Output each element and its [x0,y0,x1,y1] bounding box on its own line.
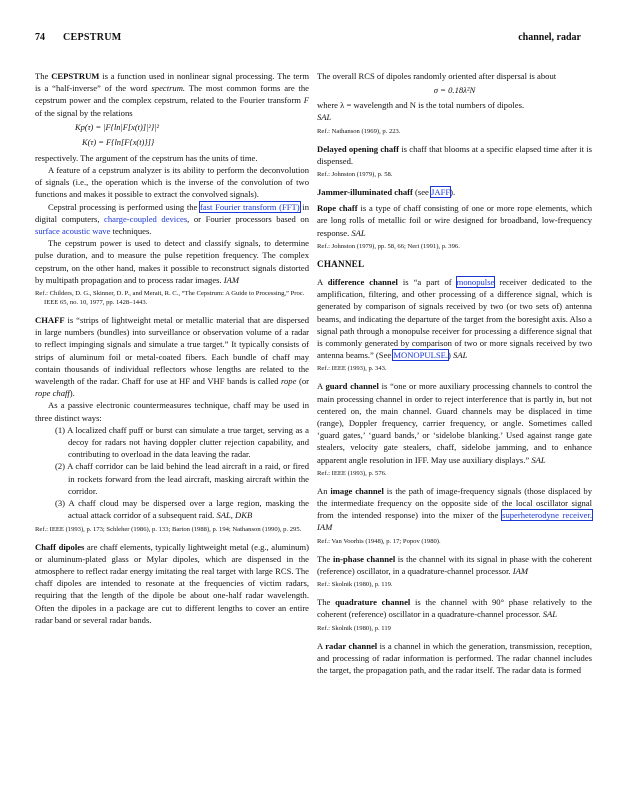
chaff-paragraph: As a passive electronic countermeasures technique, chaff may be used in three distinct ways: [35,400,309,423]
left-column [35,70,309,626]
equation-complex-cepstrum: K(τ) = F{ln[F{x(t)}]} [82,137,155,147]
saw-link[interactable]: surface acoustic wave [35,226,111,237]
cepstrum-paragraph: Cepstral processing is performed using the fast Fourier transform (FFT) in digital computers, charge-coupled devices, or Fourier processors based on surface acoustic wave techniques. [35,201,309,237]
cepstrum-paragraph: The cepstrum power is used to detect and classify signals, to determine pulse duration, and to measure the pulse repetition frequency. The complex cepstrum, on the other hand, makes it possible to reconstruct signals distorted by multipath propagation and to process radar images. IAM [35,238,309,285]
cepstrum-term: CEPSTRUM [51,71,100,81]
cepstrum-intro: The CEPSTRUM is a function used in nonlinear signal processing. The term is a “half-inverse” of the word spectrum. The most common forms are the cepstrum power and the complex cepstrum, related to the Fourier transform F of the signal by the relations [35,71,309,118]
rcs-paragraph: The overall RCS of dipoles randomly oriented after dispersal is about [317,71,557,81]
reference: Ref.: IEEE (1993), p. 173; Schleher (1986), p. 133; Barton (1988), p. 194; Nathanson (1990), p. 295. [35,525,302,533]
running-header [35,32,581,48]
image-channel-entry: An image channel is the path of image-frequency signals (those displaced by the intermediate frequency on the opposite side of the local oscillator signal from the intended response) into the mixer of the superheterodyne receiver. IAM [317,485,592,533]
jaff-link[interactable]: JAFF [431,187,451,198]
list-item: (2) A chaff corridor can be laid behind the lead aircraft in a raid, or fired in rockets forward from the lead aircraft, masking aircraft within the corridor. [55,461,309,496]
monopulse-link[interactable]: monopulse [456,277,495,288]
delayed-chaff-entry: Delayed opening chaff is chaff that blooms at a specific elapsed time after it is dispensed. [317,143,593,166]
monopulse-see-link[interactable]: MONOPULSE. [393,350,449,361]
reference: Ref.: Nathanson (1969), p. 223. [317,127,401,135]
list-item: (3) A chaff cloud may be dispersed over a large region, masking the actual attack corridor of a subsequent raid. SAL, DKB [55,498,309,521]
equation-rcs: σ = 0.18λ²N [433,85,476,96]
guard-channel-entry: A guard channel is “one or more auxiliary processing channels to control the main processing channel in order to reject interference that is partly in, but not centered on, the main channel. Guard channels may be displaced in time (range), Doppler frequency, carrier frequency, or angle. Sometimes called ‘guard gates,’ ‘guard bands,’ or ‘sidelobe blanking.’ Used against range gate stealers, velocity gate stealers, chaff, sidelobe jamming, and to enhance apparent angle resolution in IFF. May use auxiliary displays.” SAL [317,381,592,465]
radar-channel-entry: A radar channel is a channel in which the generation, transmission, reception, and processing of radar information is performed. The radar channel includes the target, the propagation path, and the radar itself. The radar data is formed [317,640,592,675]
rcs-where: where λ = wavelength and N is the total numbers of dipoles. [317,100,525,111]
cepstrum-paragraph: respectively. The argument of the cepstrum has the units of time. [35,152,258,163]
reference: Ref.: Skolnik (1980), p. 119. [317,581,393,589]
reference: Ref.: Johnston (1979), pp. 58, 66; Neri (1991), p. 396. [317,242,460,250]
reference: Ref.: Skolnik (1980), p. 119 [317,624,391,632]
header-keyword: CEPSTRUM [63,32,122,43]
reference: Ref.: Childers, D. G., Skinner, D. P., and Merait, R. C., “The Cepstrum: A Guide to Processing,” Proc. IEEE 65, no. 10, 1977, pp. 1428–1443. [35,290,305,307]
superheterodyne-link[interactable]: superheterodyne receiver. [502,510,592,521]
chaff-uses-list [35,424,309,522]
section-heading: CHANNEL [317,258,365,269]
chaff-intro: CHAFF is “strips of lightweight metal or metallic material that are dispersed in large numbers (bundles) into surveillance or observation volume of a radar to reflect impinging signals and simulate a true target.” It typically consists of strips of aluminum foil or metal-coated fibers. Each bundle of chaff may contain thousands of individual reflectors whose lengths are related to the wavelength of the radar. Chaff for use at HF and VHF bands is called rope (or rope chaff). [35,315,309,399]
page-number: 74 [35,32,45,43]
cepstrum-paragraph: A feature of a cepstrum analyzer is its ability to perform the deconvolution of signals (i.e., the operation which is the inverse of the convolution of two functions and makes it possible to extract the convolved signals). [35,165,309,200]
fft-link[interactable]: fast Fourier transform (FFT) [200,201,300,212]
rope-chaff-entry: Rope chaff is a type of chaff consisting of one or more rope elements, which are long rolls of metallic foil or wire designed for broadband, low-frequency response. SAL [317,203,592,238]
reference: Ref.: Johnston (1979), p. 58. [317,171,393,179]
reference: Ref.: Van Voorhis (1948), p. 17; Popov (1980). [317,537,441,545]
chaff-dipoles-term: Chaff dipoles [35,541,85,552]
ccd-link[interactable]: charge-coupled devices [104,213,188,224]
difference-channel-entry: A difference channel is “a part of monopulse receiver dedicated to the amplification, filtering, and other processing of a difference signal, which is generated by comparison of signals received by two (or two sets of) antenna beams, and indicating the departure of the target from the boresight axis. Also a signal path through a monopulse receiver for processing a difference signal that is commonly generated by comparison of two or more signals received by two antenna beams.” (See MONOPULSE.) SAL [317,277,592,361]
right-column: The overall RCS of dipoles randomly oriented after dispersal is about σ = 0.18λ²N where λ = wavelength and N is the total numbers of dipoles. SAL Ref.: Nathanson (1969), p. 223. Delayed opening chaff is chaff that blooms at a specific elapsed time after it is dispensed. Ref.: Johnston (1979), p. 58. Jammer-illuminated chaff (see JAFF). Rope chaff is a type of chaff consisting of one or more rope elements, which are long rolls of metallic foil or wire designed for broadband, low-frequency response. SAL Ref.: Johnston (1979), pp. 58, 66; Neri (1991), p. 396. CHANNEL A difference channel is “a part of monopulse receiver dedicated to the amplification, filtering, and other processing of a difference signal, which is generated by comparison of signals received by two (or two sets of) antenna beams, and indicating the departure of the target from the boresight axis. Also a signal path through a monopulse receiver for processing a difference signal that is commonly generated by comparison of two or more signals received by two antenna beams.” (See MONOPULSE.) SAL Ref.: IEEE (1993), p. 343. A guard channel is “one or more auxiliary processing channels to control the main processing channel in order to reject interference that is partly in, but not centered on, the main channel. Guard channels may be displaced in time (range), Doppler frequency, carrier frequency, or angle. Sometimes called ‘guard gates,’ ‘guard bands,’ or ‘sidelobe blanking.’ Used against range gate stealers, velocity gate stealers, chaff, sidelobe jamming, and to enhance apparent angle resolution in IFF. May use auxiliary displays.” SAL Ref.: IEEE (1993), p. 576. An image channel is the path of image-frequency signals (those displaced by the intermediate frequency on the opposite side of the local oscillator signal from the intended response) into the mixer of the superheterodyne receiver. IAM Ref.: Van Voorhis (1948), p. 17; Popov (1980). The in-phase channel is the channel with its signal in phase with the coherent (reference) oscillator, in a quadrature-channel processor. IAM Ref.: Skolnik (1980), p. 119. The quadrature channel is the channel with 90° phase relatively to the coherent (reference) oscillator in a quadrature-channel processor. SAL Ref.: Skolnik (1980), p. 119 A radar channel is a channel in which the generation, transmission, reception, and processing of radar information is performed. The radar channel includes the target, the propagation path, and the radar itself. The radar data is formed [317,71,593,675]
jammer-chaff-entry: Jammer-illuminated chaff (see JAFF). [317,187,456,198]
header-range: channel, radar [518,32,581,43]
list-item: (1) A localized chaff puff or burst can simulate a true target, serving as a decoy for radars not having doppler clutter rejection capability, and contributing to overload in the data leaving the radar. [55,424,309,460]
quadrature-channel-entry: The quadrature channel is the channel with 90° phase relatively to the coherent (reference) oscillator in a quadrature-channel processor. SAL [317,597,592,620]
in-phase-channel-entry: The in-phase channel is the channel with its signal in phase with the coherent (reference) oscillator, in a quadrature-channel processor. IAM [317,553,593,576]
chaff-term: CHAFF [35,315,65,326]
reference: Ref.: IEEE (1993), p. 343. [317,365,387,373]
reference: Ref.: IEEE (1993), p. 576. [317,469,387,477]
equation-cepstrum-power: Kp(τ) = |F{ln|F[x(t)]|²}|² [75,122,160,132]
chaff-dipoles-entry: Chaff dipoles are chaff elements, typically lightweight metal (e.g., aluminum) or aluminum-plated glass or Mylar dipoles, which are dispensed in the atmosphere to reflect radar energy imitating the real target with large RCS. The chaff dipoles are intended to resonate at the frequencies of victim radars, requiring that the length of the dipole be about one-half radar wavelength. Often the dipoles in a package are cut to different lengths to cover an entire radar band or several radar bands. [35,541,309,625]
